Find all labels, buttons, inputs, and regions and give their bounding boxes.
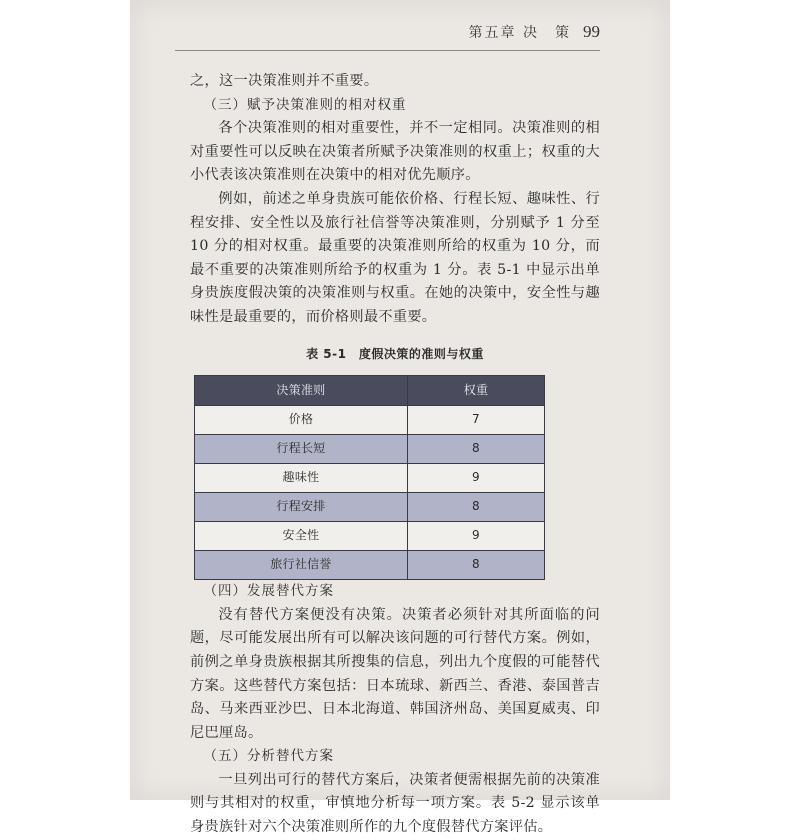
section-heading-4: （四）发展替代方案 — [203, 583, 334, 600]
criterion-cell: 旅行社信誉 — [195, 551, 408, 580]
table-caption: 表 5-1 度假决策的准则与权重 — [306, 346, 484, 361]
weight-cell: 7 — [408, 406, 545, 435]
page-body — [190, 70, 600, 840]
criterion-cell: 趣味性 — [195, 464, 408, 493]
weight-cell: 8 — [408, 435, 545, 464]
criterion-cell: 安全性 — [195, 522, 408, 551]
section-4-paragraph-1: 没有替代方案便没有决策。决策者必须针对其所面临的问题，尽可能发展出所有可以解决该问题的可行替代方案。例如，前例之单身贵族根据其所搜集的信息，列出九个度假的可能替代方案。这些替代方案包括：日本琉球、新西兰、香港、泰国普吉岛、马来西亚沙巴、日本北海道、韩国济州岛、美国夏威夷、印尼巴厘岛。 — [190, 606, 600, 741]
table-row — [195, 406, 545, 435]
section-5-paragraph-1: 一旦列出可行的替代方案后，决策者便需根据先前的决策准则与其相对的权重，审慎地分析每一项方案。表 5-2 显示该单身贵族针对六个决策准则所作的九个度假替代方案评估。 — [190, 771, 600, 836]
criterion-cell: 价格 — [195, 406, 408, 435]
section-3-paragraph-1: 各个决策准则的相对重要性，并不一定相同。决策准则的相对重要性可以反映在决策者所赋予决策准则的权重上；权重的大小代表该决策准则在决策中的相对优先顺序。 — [190, 120, 600, 184]
header-weight: 权重 — [408, 376, 545, 406]
table-row — [195, 551, 545, 580]
section-heading-5: （五）分析替代方案 — [203, 748, 334, 765]
criterion-cell: 行程长短 — [195, 435, 408, 464]
table-row — [195, 464, 545, 493]
section-3-paragraph-2: 例如，前述之单身贵族可能依价格、行程长短、趣味性、行程安排、安全性以及旅行社信誉等决策准则，分别赋予 1 分至 10 分的相对权重。最重要的决策准则所给的权重为 10 分，而最不重要的决策准则所给予的权重为 1 分。表 5-1 中显示出单身贵族度假决策的决策准则与权重。在她的决策中，安全性与趣味性是最重要的，而价格则最不重要。 — [190, 190, 600, 325]
weight-cell: 9 — [408, 464, 545, 493]
header-rule — [175, 50, 600, 51]
header-criterion: 决策准则 — [195, 376, 408, 406]
weight-cell: 9 — [408, 522, 545, 551]
table-header-row — [195, 376, 545, 406]
criterion-cell: 行程安排 — [195, 493, 408, 522]
criteria-weights-table — [194, 375, 545, 580]
section-heading-3: （三）赋予决策准则的相对权重 — [203, 96, 407, 113]
table-row — [195, 435, 545, 464]
running-header — [469, 22, 600, 42]
chapter-title: 第五章 决 策 — [468, 25, 571, 41]
page-number: 99 — [583, 22, 600, 41]
paragraph-continued: 之，这一决策准则并不重要。 — [190, 73, 379, 89]
book-page — [130, 0, 670, 836]
weight-cell: 8 — [408, 493, 545, 522]
table-row — [195, 522, 545, 551]
weight-cell: 8 — [408, 551, 545, 580]
table-row — [195, 493, 545, 522]
